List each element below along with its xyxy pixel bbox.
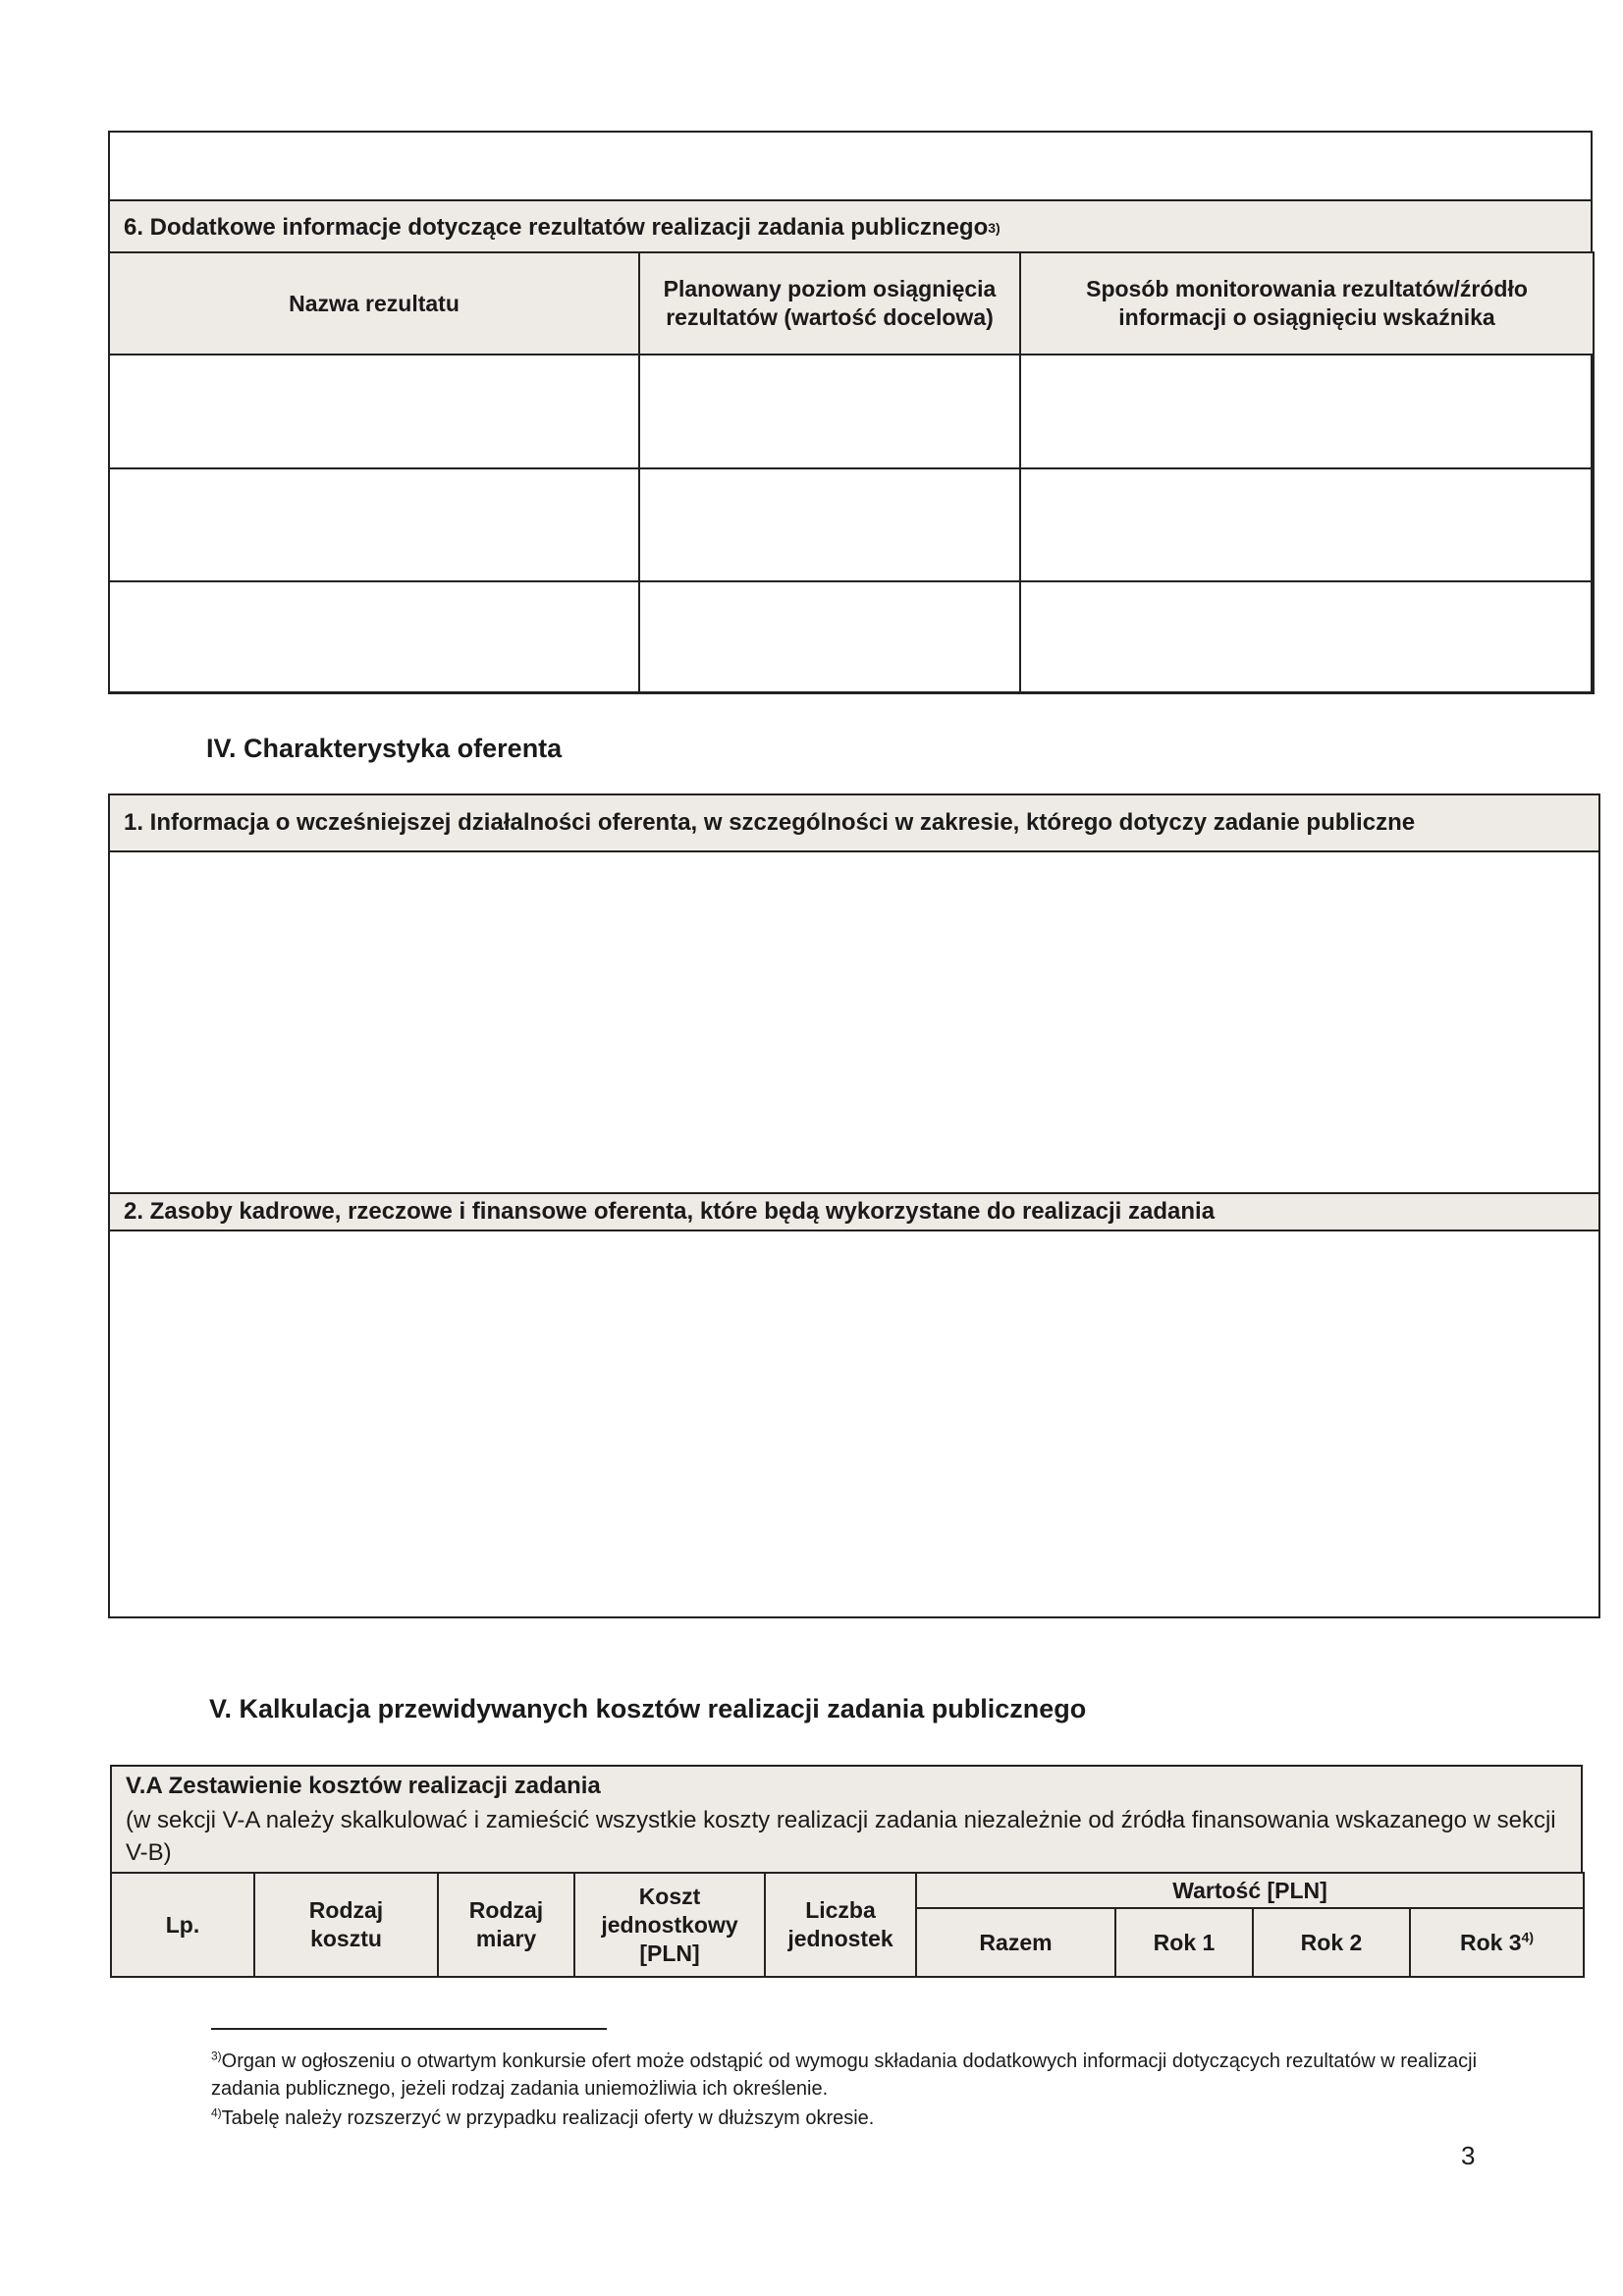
planned-level-cell[interactable] [639,581,1020,693]
header-monitoring-method: Sposób monitorowania rezultatów/źródło informacji o osiągnięciu wskaźnika [1020,252,1594,355]
footnote-4-text: Tabelę należy rozszerzyć w przypadku realizacji oferty w dłuższym okresie. [221,2107,875,2129]
offeror-activity-field[interactable] [110,852,1598,1192]
planned-level-cell[interactable] [639,468,1020,581]
header-lp: Lp. [111,1873,254,1977]
section-v-title: V. Kalkulacja przewidywanych kosztów realizacji zadania publicznego [209,1694,1087,1723]
header-year-1: Rok 1 [1115,1908,1253,1977]
header-planned-level: Planowany poziom osiągnięcia rezultatów (wartość docelowa) [639,252,1020,355]
header-year-3 [1410,1908,1584,1977]
previous-section-empty-box [108,131,1593,201]
monitoring-method-cell[interactable] [1020,468,1594,581]
footnote-separator [211,2028,607,2030]
footnote-3-text: Organ w ogłoszeniu o otwartym konkursie ofert może odstąpić od wymogu składania dodatkowych informacji dotyczących rezultatów w realizacji zadania publicznego, jeżeli rodzaj zadania uniemożliwia ich określenie. [211,2050,1478,2100]
header-value-pln: Wartość [PLN] [916,1873,1584,1908]
offeror-activity-label: 1. Informacja o wcześniejszej działalności oferenta, w szczególności w zakresie, którego dotyczy zadanie publiczne [124,809,1416,836]
results-section-header: 6. Dodatkowe informacje dotyczące rezultatów realizacji zadania publicznego 3) [110,201,1591,255]
offeror-section-box [108,793,1600,1618]
header-year-2: Rok 2 [1253,1908,1410,1977]
cost-summary-title: V.A Zestawienie kosztów realizacji zadania [126,1773,601,1799]
cost-summary-note: (w sekcji V-A należy skalkulować i zamieścić wszystkie koszty realizacji zadania niezależnie od źródła finansowania wskazanego w sekcji V-B) [126,1807,1556,1866]
result-name-cell[interactable] [109,581,639,693]
header-unit-count: Liczba jednostek [765,1873,916,1977]
result-name-cell[interactable] [109,468,639,581]
monitoring-method-cell[interactable] [1020,581,1594,693]
results-section-title: 6. Dodatkowe informacje dotyczące rezultatów realizacji zadania publicznego [124,213,989,241]
year-3-footnote-mark: 4) [1521,1928,1535,1944]
section-iv-title: IV. Charakterystyka oferenta [206,734,563,763]
planned-level-cell[interactable] [639,355,1020,468]
header-unit-cost: Koszt jednostkowy [PLN] [574,1873,765,1977]
header-measure-type: Rodzaj miary [438,1873,574,1977]
offeror-resources-label: 2. Zasoby kadrowe, rzeczowe i finansowe oferenta, które będą wykorzystane do realizacji zadania [124,1198,1216,1225]
header-cost-type: Rodzaj kosztu [254,1873,438,1977]
header-total: Razem [916,1908,1115,1977]
offeror-resources-field[interactable] [110,1231,1598,1614]
footnote-4-mark: 4) [211,2105,222,2120]
page-number: 3 [1461,2141,1476,2170]
offeror-activity-header [110,795,1598,852]
footnote-3 [211,2048,1507,2103]
header-result-name: Nazwa rezultatu [109,252,639,355]
header-year-3-label: Rok 3 [1459,1929,1522,1955]
monitoring-method-cell[interactable] [1020,355,1594,468]
footnote-4 [211,2105,1507,2132]
cost-table [110,1872,1585,1978]
results-table [108,251,1595,694]
offeror-resources-header [110,1192,1598,1231]
result-name-cell[interactable] [109,355,639,468]
footnote-3-mark: 3) [211,2049,222,2063]
